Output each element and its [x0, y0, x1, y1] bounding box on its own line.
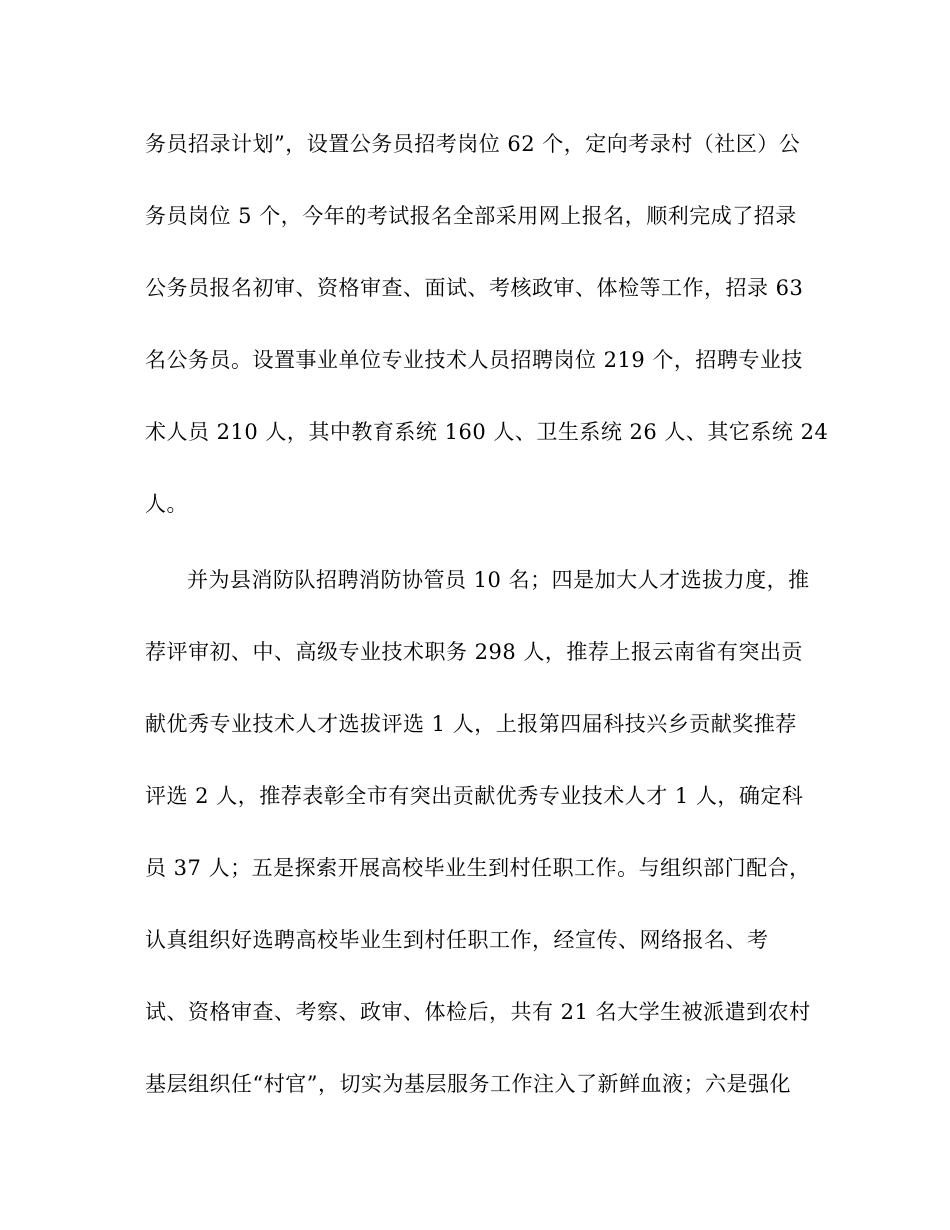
paragraph-2-line-6: 认真组织好选聘高校毕业生到村任职工作，经宣传、网络报名、考 [145, 928, 769, 952]
paragraph-2-line-8: 基层组织任“村官”，切实为基层服务工作注入了新鲜血液；六是强化 [145, 1072, 791, 1096]
paragraph-1-line-6: 人。 [145, 492, 188, 516]
paragraph-2-line-5: 员 37 人；五是探索开展高校毕业生到村任职工作。与组织部门配合， [145, 856, 811, 880]
paragraph-2-line-2: 荐评审初、中、高级专业技术职务 298 人，推荐上报云南省有突出贡 [145, 640, 803, 664]
paragraph-2-line-7: 试、资格审查、考察、政审、体检后，共有 21 名大学生被派遣到农村 [145, 1000, 811, 1024]
paragraph-1-line-3: 公务员报名初审、资格审查、面试、考核政审、体检等工作，招录 63 [145, 276, 804, 300]
paragraph-1-line-5: 术人员 210 人，其中教育系统 160 人、卫生系统 26 人、其它系统 24 [145, 420, 829, 444]
paragraph-1-line-1: 务员招录计划”，设置公务员招考岗位 62 个，定向考录村（社区）公 [145, 132, 801, 156]
paragraph-2-line-4: 评选 2 人，推荐表彰全市有突出贡献优秀专业技术人才 1 人，确定科 [145, 784, 804, 808]
paragraph-1-line-2: 务员岗位 5 个，今年的考试报名全部采用网上报名，顺利完成了招录 [145, 204, 797, 228]
paragraph-1-line-4: 名公务员。设置事业单位专业技术人员招聘岗位 219 个，招聘专业技 [145, 348, 803, 372]
paragraph-2-line-3: 献优秀专业技术人才选拔评选 1 人，上报第四届科技兴乡贡献奖推荐 [145, 712, 797, 736]
paragraph-2-line-1: 并为县消防队招聘消防协管员 10 名；四是加大人才选拔力度，推 [187, 568, 810, 592]
